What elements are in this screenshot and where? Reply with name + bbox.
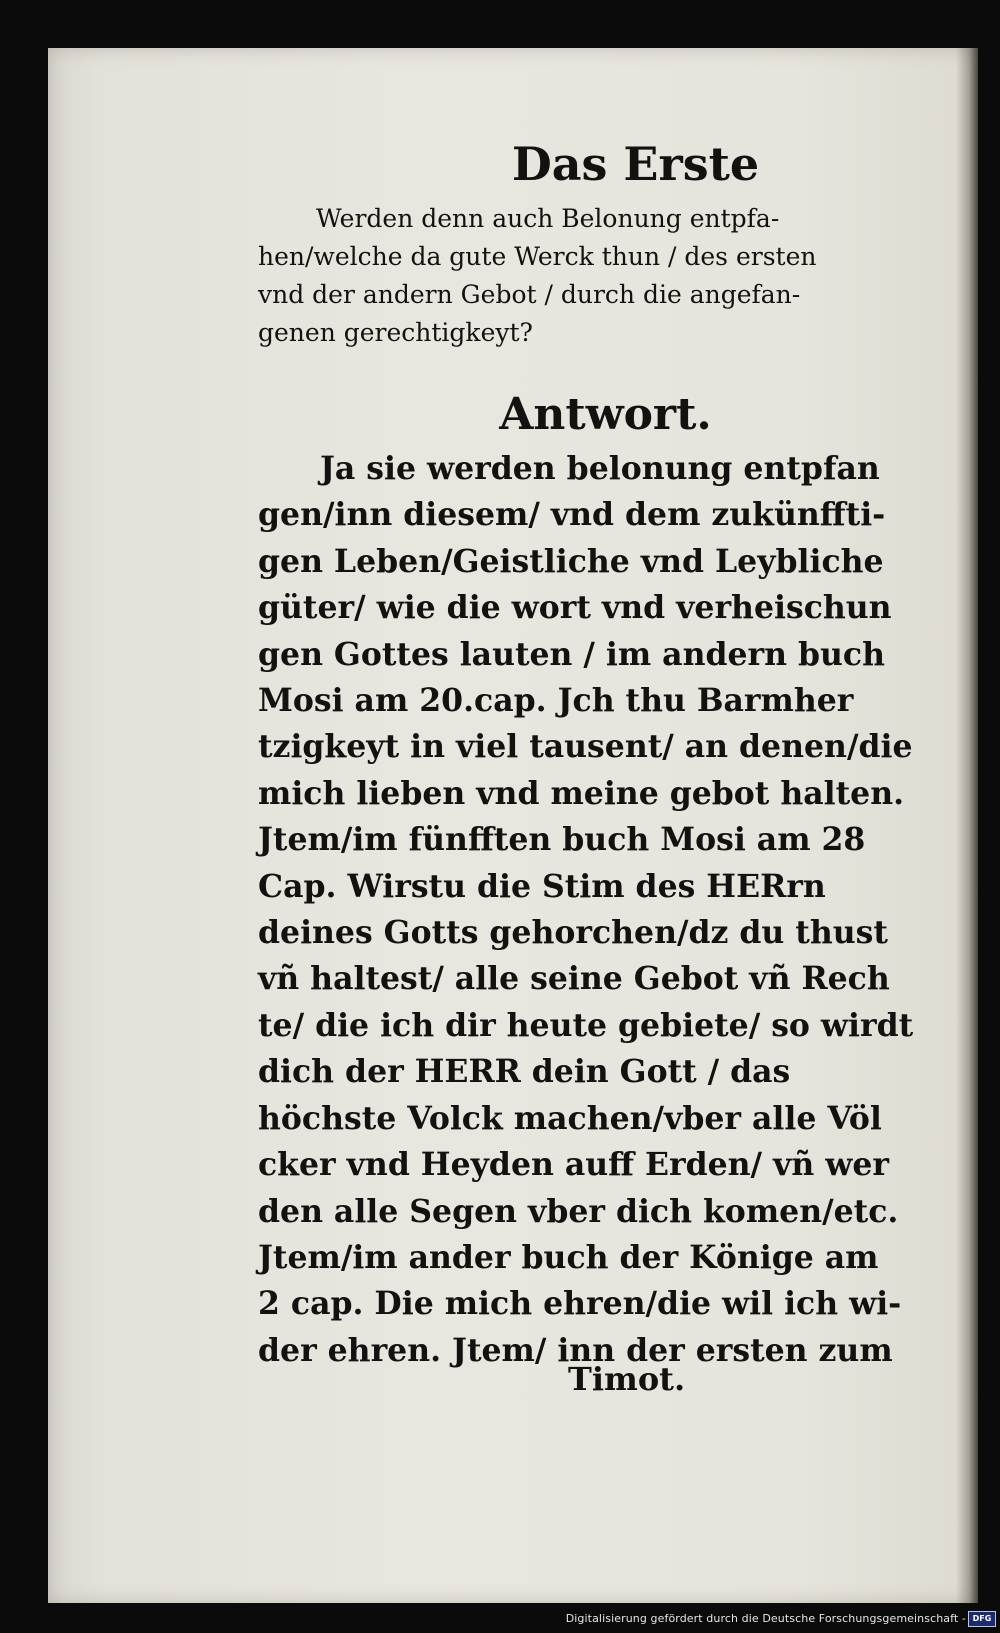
running-head: Das Erste	[511, 137, 760, 191]
answer-heading: Antwort.	[499, 389, 712, 440]
question-paragraph	[258, 200, 953, 352]
credit-text: Digitalisierung gefördert durch die Deutsche Forschungsgemeinschaft -	[565, 1612, 966, 1625]
answer-line: Cap. Wirstu die Stim des HERrn	[258, 867, 826, 905]
question-line: hen/welche da gute Werck thun / des ersten	[258, 242, 817, 271]
question-line: genen gerechtigkeyt?	[258, 318, 533, 347]
answer-line: gen Gottes lauten / im andern buch	[258, 635, 886, 673]
book-page	[48, 48, 978, 1603]
answer-line: güter/ wie die wort vnd verheischun	[258, 589, 892, 627]
answer-line: 2 cap. Die mich ehren/die wil ich wi-	[258, 1285, 902, 1323]
answer-line: Mosi am 20.cap. Jch thu Barmher	[258, 682, 854, 720]
answer-line: deines Gotts gehorchen/dz du thust	[258, 914, 888, 952]
answer-line: vñ haltest/ alle seine Gebot vñ Rech	[258, 960, 890, 998]
answer-line: gen/inn diesem/ vnd dem zukünffti-	[258, 496, 886, 534]
dfg-logo: DFG	[968, 1611, 996, 1627]
answer-line: mich lieben vnd meine gebot halten.	[258, 774, 905, 812]
answer-line: der ehren. Jtem/ inn der ersten zum	[258, 1331, 893, 1369]
question-line: vnd der andern Gebot / durch die angefan-	[258, 280, 801, 309]
page-gutter-shadow	[956, 48, 978, 1603]
answer-line: Ja sie werden belonung entpfan	[320, 450, 880, 487]
answer-line: dich der HERR dein Gott / das	[258, 1053, 791, 1091]
answer-line: cker vnd Heyden auff Erden/ vñ wer	[258, 1146, 889, 1184]
digitization-credit	[566, 1612, 966, 1625]
answer-line: höchste Volck machen/vber alle Völ	[258, 1099, 882, 1137]
text-block	[258, 134, 953, 1374]
question-line: Werden denn auch Belonung entpfa-	[316, 204, 780, 233]
catchword: Timot.	[568, 1360, 686, 1398]
answer-line: gen Leben/Geistliche vnd Leybliche	[258, 542, 884, 580]
answer-line: Jtem/im ander buch der Könige am	[258, 1238, 879, 1276]
answer-line: den alle Segen vber dich komen/etc.	[258, 1192, 899, 1230]
answer-line: tzigkeyt in viel tausent/ an denen/die	[258, 728, 913, 766]
answer-paragraph	[258, 446, 953, 1374]
answer-line: te/ die ich dir heute gebiete/ so wirdt	[258, 1006, 914, 1044]
answer-line: Jtem/im fünfften buch Mosi am 28	[258, 821, 866, 859]
